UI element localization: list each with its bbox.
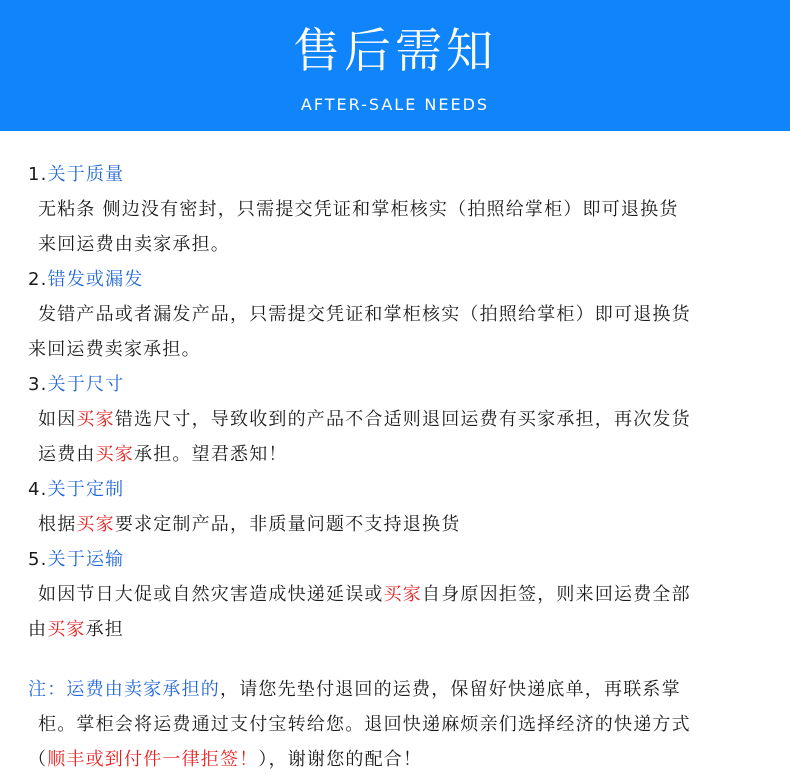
section-line bbox=[28, 617, 790, 643]
section-heading-quality bbox=[28, 162, 790, 188]
section-number: 5. bbox=[28, 549, 48, 570]
section-line bbox=[38, 302, 790, 328]
section-heading-wrong-shipment bbox=[28, 267, 790, 293]
highlight-text: 买家 bbox=[47, 619, 86, 640]
highlight-text: 买家 bbox=[383, 584, 423, 605]
text-run: 要求定制产品，非质量问题不支持退换货 bbox=[114, 514, 461, 535]
section-heading-custom bbox=[28, 477, 790, 503]
section-heading-size bbox=[28, 372, 790, 398]
section-line bbox=[38, 407, 790, 433]
section-line bbox=[28, 337, 790, 363]
section-line bbox=[38, 197, 790, 223]
text-run: 错选尺寸，导致收到的产品不合适则退回运费有买家承担，再次发货 bbox=[114, 409, 691, 430]
section-title: 关于尺寸 bbox=[47, 374, 125, 395]
section-number: 2. bbox=[28, 269, 48, 290]
highlight-text: 顺丰或到付件一律拒签！ bbox=[47, 749, 259, 770]
text-run: 如因节日大促或自然灾害造成快递延误或 bbox=[38, 584, 384, 605]
text-run: 根据 bbox=[38, 514, 77, 535]
section-title: 错发或漏发 bbox=[47, 269, 144, 290]
text-run: （ bbox=[28, 749, 48, 770]
text-run: 来回运费卖家承担。 bbox=[28, 339, 201, 360]
section-line bbox=[38, 582, 790, 608]
section-number: 4. bbox=[28, 479, 48, 500]
text-run: 无粘条 侧边没有密封，只需提交凭证和掌柜核实（拍照给掌柜）即可退换货 bbox=[38, 199, 679, 220]
section-line bbox=[38, 232, 790, 258]
section-line bbox=[38, 512, 790, 538]
header-banner bbox=[0, 0, 790, 131]
text-run: 如因 bbox=[38, 409, 77, 430]
note-line bbox=[38, 712, 790, 738]
text-run: 柜。掌柜会将运费通过支付宝转给您。退回快递麻烦亲们选择经济的快递方式 bbox=[38, 714, 691, 735]
text-run: 自身原因拒签，则来回运费全部 bbox=[422, 584, 691, 605]
section-title: 关于运输 bbox=[47, 549, 125, 570]
section-title: 关于质量 bbox=[47, 164, 125, 185]
page-title: 售后需知 bbox=[293, 24, 497, 79]
section-heading-shipping bbox=[28, 547, 790, 573]
text-run: ），谢谢您的配合！ bbox=[258, 749, 423, 770]
note-line bbox=[28, 677, 790, 703]
text-run: 来回运费由卖家承担。 bbox=[38, 234, 230, 255]
page-subtitle: AFTER-SALE NEEDS bbox=[300, 95, 490, 114]
text-run: 承担。望君悉知！ bbox=[134, 444, 288, 465]
text-run: ，请您先垫付退回的运费，保留好快递底单，再联系掌 bbox=[220, 679, 681, 700]
text-run: 承担 bbox=[85, 619, 125, 640]
note-line bbox=[28, 747, 790, 773]
section-number: 1. bbox=[28, 164, 48, 185]
text-run: 运费由 bbox=[38, 444, 96, 465]
note-label: 注：运费由卖家承担的 bbox=[28, 679, 220, 700]
section-number: 3. bbox=[28, 374, 48, 395]
highlight-text: 买家 bbox=[95, 444, 135, 465]
section-line bbox=[38, 442, 790, 468]
text-run: 由 bbox=[28, 619, 48, 640]
highlight-text: 买家 bbox=[76, 409, 115, 430]
highlight-text: 买家 bbox=[76, 514, 115, 535]
text-run: 发错产品或者漏发产品，只需提交凭证和掌柜核实（拍照给掌柜）即可退换货 bbox=[38, 304, 691, 325]
section-title: 关于定制 bbox=[47, 479, 125, 500]
